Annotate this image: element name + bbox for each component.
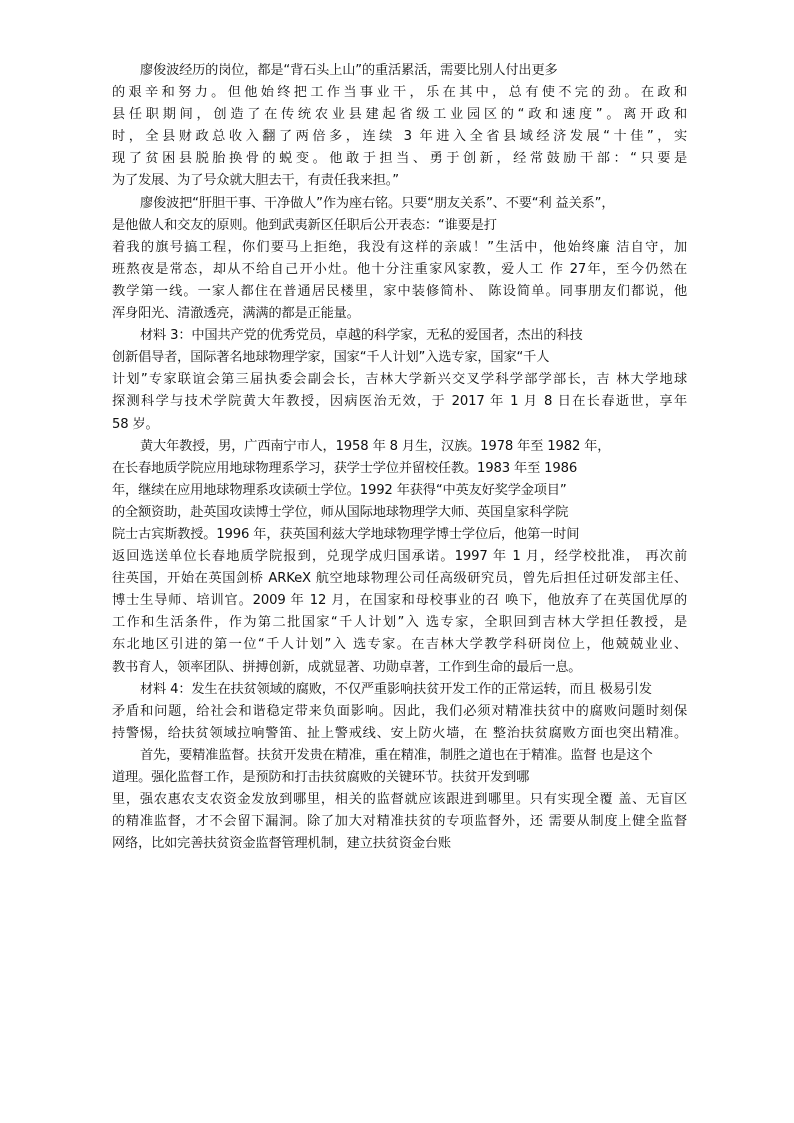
document-body — [112, 60, 687, 855]
paragraph-line: 持警惕，给扶贫领域拉响警笛、扯上警戒线、安上防火墙，在 整治扶贫腐败方面也突出精准。 — [112, 725, 687, 741]
paragraph-line: 博士生导师、培训官。2009 年 12 月，在国家和母校事业的召 唤下，他放弃了在英国优厚的 — [112, 593, 687, 609]
paragraph-line: 的精准监督，才不会留下漏洞。除了加大对精准扶贫的专项监督外，还 需要从制度上健全监督 — [112, 814, 687, 830]
paragraph-line: 浑身阳光、清澈透亮，满满的都是正能量。 — [112, 306, 360, 322]
paragraph-line: 为了发展、为了号众就大胆去干，有责任我来担。” — [112, 173, 399, 189]
paragraph-line: 材料 3：中国共产党的优秀党员，卓越的科学家，无私的爱国者，杰出的科技 — [140, 328, 583, 344]
paragraph-line: 计划”专家联谊会第三届执委会副会长，吉林大学新兴交叉学科学部学部长，吉 林大学地球 — [112, 372, 687, 388]
paragraph-line: 黄大年教授，男，广西南宁市人，1958 年 8 月生，汉族。1978 年至 1982 年， — [140, 438, 611, 454]
paragraph-line: 材料 4：发生在扶贫领域的腐败，不仅严重影响扶贫开发工作的正常运转，而且 极易引发 — [140, 681, 652, 697]
paragraph-line: 返回选送单位长春地质学院报到，兑现学成归国承诺。1997 年 1 月，经学校批准， 再次前 — [112, 549, 687, 565]
paragraph-line: 的全额资助，赴英国攻读博士学位，师从国际地球物理学大师、英国皇家科学院 — [112, 504, 569, 520]
paragraph-line: 时，全县财政总收入翻了两倍多，连续 3 年进入全省县域经济发展“十佳”，实 — [112, 129, 687, 145]
paragraph-line: 道理。强化监督工作，是预防和打击扶贫腐败的关键环节。扶贫开发到哪 — [112, 770, 530, 785]
paragraph-line: 里，强农惠农支农资金发放到哪里，相关的监督就应该跟进到哪里。只有实现全覆 盖、无盲区 — [112, 792, 687, 808]
paragraph-line: 院士古宾斯教授。1996 年，获英国利兹大学地球物理学博士学位后，他第一时间 — [112, 526, 580, 542]
paragraph-line: 县任职期间，创造了在传统农业县建起省级工业园区的“政和速度”。离开政和 — [112, 107, 687, 123]
paragraph-line: 往英国，开始在英国剑桥 ARKeX 航空地球物理公司任高级研究员，曾先后担任过研发部主任、 — [112, 571, 687, 587]
paragraph-line: 网络，比如完善扶贫资金监督管理机制，建立扶贫资金台账 — [112, 836, 451, 852]
paragraph-line: 工作和生活条件，作为第二批国家“千人计划”入 选专家，全职回到吉林大学担任教授，是 — [112, 615, 687, 631]
paragraph-line: 58 岁。 — [112, 416, 159, 432]
paragraph-line: 矛盾和问题，给社会和谐稳定带来负面影响。因此，我们必须对精准扶贫中的腐败问题时刻保 — [112, 703, 687, 719]
paragraph-line: 年，继续在应用地球物理系攻读硕士学位。1992 年获得“中英友好奖学金项目” — [112, 482, 567, 498]
paragraph-line: 是他做人和交友的原则。他到武夷新区任职后公开表态：“谁要是打 — [112, 217, 497, 233]
paragraph-line: 创新倡导者，国际著名地球物理学家，国家“千人计划”入选专家，国家“千人 — [112, 350, 550, 366]
paragraph-line: 廖俊波把“肝胆干事、干净做人”作为座右铭。只要“朋友关系”、不要“利 益关系”， — [140, 195, 615, 211]
paragraph-line: 教学第一线。一家人都住在普通居民楼里，家中装修简朴、 陈设简单。同事朋友们都说，他 — [112, 283, 687, 299]
paragraph-line: 教书育人，领率团队、拼搏创新，成就显著、功勋卓著，工作到生命的最后一息。 — [112, 659, 582, 675]
paragraph-line: 廖俊波经历的岗位，都是“背石头上山”的重活累活，需要比别人付出更多 — [140, 63, 558, 78]
paragraph-line: 现了贫困县脱胎换骨的蜕变。他敢于担当、勇于创新，经常鼓励干部：“只要是 — [112, 151, 687, 167]
paragraph-line: 的艰辛和努力。但他始终把工作当事业干，乐在其中，总有使不完的劲。在政和 — [112, 85, 687, 101]
paragraph-line: 东北地区引进的第一位“千人计划”入 选专家。在吉林大学教学科研岗位上，他兢兢业业、 — [112, 637, 687, 653]
paragraph-line: 在长春地质学院应用地球物理系学习，获学士学位并留校任教。1983 年至 1986 — [112, 460, 578, 476]
paragraph-line: 着我的旗号搞工程，你们要马上拒绝，我没有这样的亲戚！”生活中，他始终廉 洁自守，加 — [112, 239, 687, 255]
paragraph-line: 探测科学与技术学院黄大年教授，因病医治无效，于 2017 年 1 月 8 日在长春逝世，享年 — [112, 394, 687, 410]
paragraph-line: 班熬夜是常态，却从不给自己开小灶。他十分注重家风家教，爱人工 作 27年，至今仍然在 — [112, 261, 687, 277]
paragraph-line: 首先，要精准监督。扶贫开发贵在精准，重在精准，制胜之道也在于精准。监督 也是这个 — [140, 747, 653, 763]
